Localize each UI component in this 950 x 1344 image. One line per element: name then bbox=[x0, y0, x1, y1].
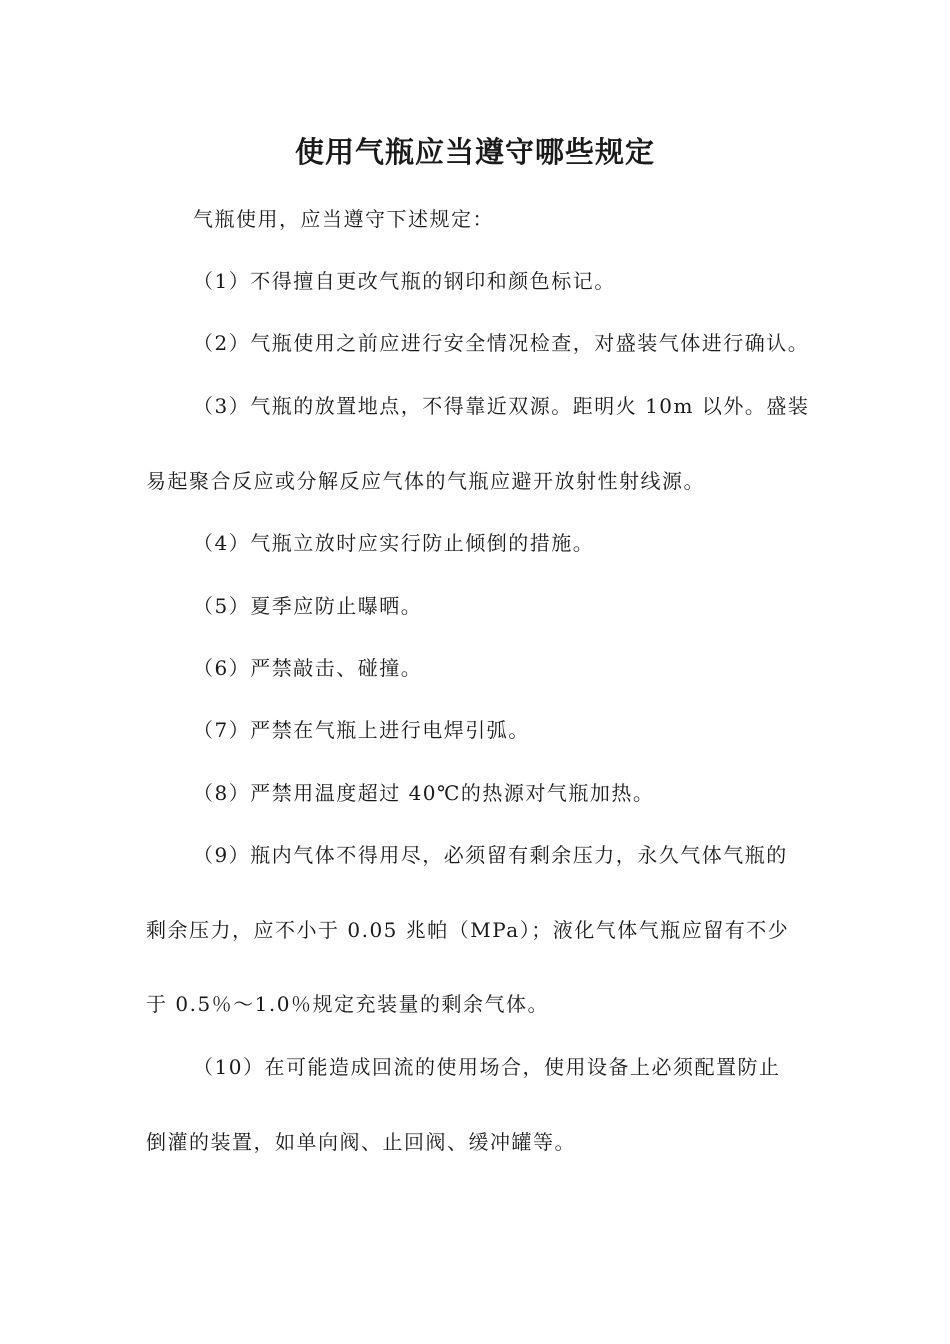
paragraph-rule-9-cont-2: 于 0.5％～1.0％规定充装量的剩余气体。 bbox=[146, 992, 549, 1016]
paragraph-rule-10: （10）在可能造成回流的使用场合，使用设备上必须配置防止 bbox=[193, 1055, 781, 1079]
paragraph-rule-4: （4）气瓶立放时应实行防止倾倒的措施。 bbox=[193, 531, 595, 555]
paragraph-rule-10-cont: 倒灌的装置，如单向阀、止回阀、缓冲罐等。 bbox=[146, 1130, 576, 1154]
paragraph-rule-3-cont: 易起聚合反应或分解反应气体的气瓶应避开放射性射线源。 bbox=[146, 469, 705, 493]
paragraph-intro: 气瓶使用，应当遵守下述规定： bbox=[193, 207, 494, 231]
page-title: 使用气瓶应当遵守哪些规定 bbox=[294, 135, 655, 169]
paragraph-rule-3: （3）气瓶的放置地点，不得靠近双源。距明火 10m 以外。盛装 bbox=[193, 394, 810, 418]
paragraph-rule-9-cont-1: 剩余压力，应不小于 0.05 兆帕（MPa）；液化气体气瓶应留有不少 bbox=[146, 918, 790, 942]
paragraph-rule-5: （5）夏季应防止曝晒。 bbox=[193, 594, 423, 618]
paragraph-rule-2: （2）气瓶使用之前应进行安全情况检查，对盛装气体进行确认。 bbox=[193, 331, 810, 355]
paragraph-rule-7: （7）严禁在气瓶上进行电焊引弧。 bbox=[193, 718, 530, 742]
paragraph-rule-8: （8）严禁用温度超过 40℃的热源对气瓶加热。 bbox=[193, 781, 655, 805]
paragraph-rule-6: （6）严禁敲击、碰撞。 bbox=[193, 656, 423, 680]
paragraph-rule-1: （1）不得擅自更改气瓶的钢印和颜色标记。 bbox=[193, 269, 616, 293]
paragraph-rule-9: （9）瓶内气体不得用尽，必须留有剩余压力，永久气体气瓶的 bbox=[193, 843, 788, 867]
